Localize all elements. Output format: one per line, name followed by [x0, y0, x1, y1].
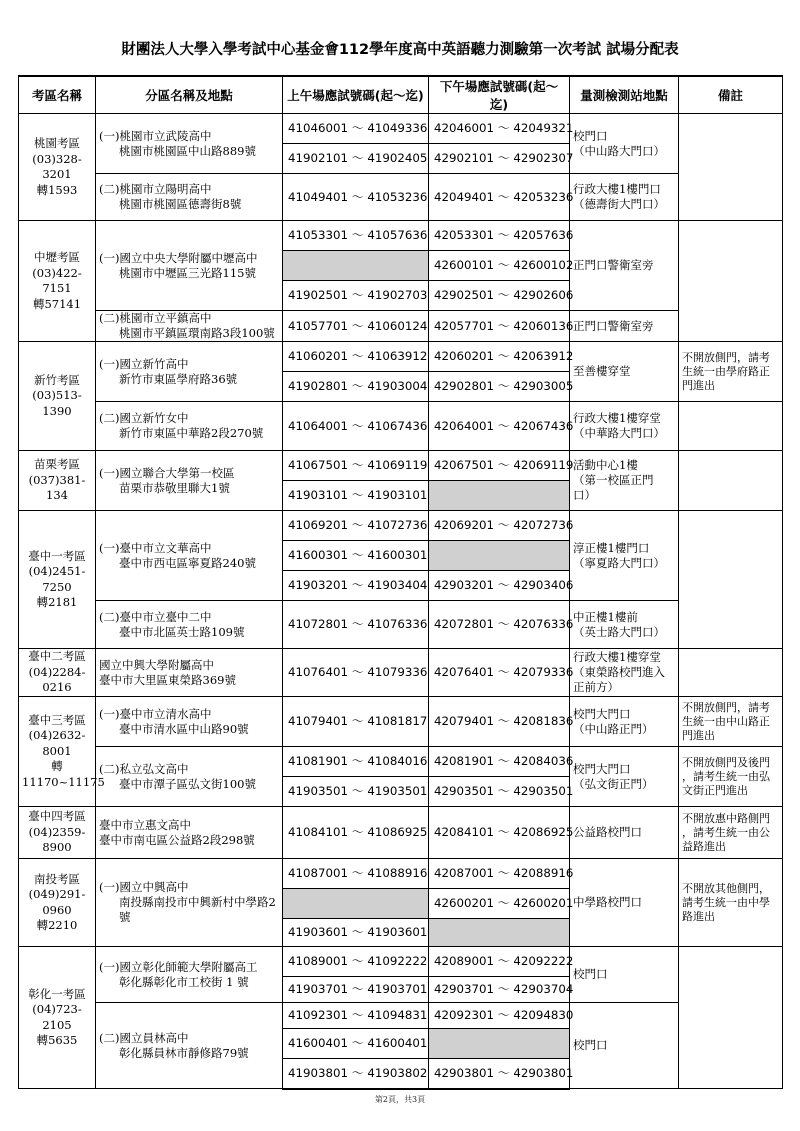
- site-cell: (一)臺中市立文華高中 臺中市西屯區寧夏路240號: [96, 511, 283, 601]
- gate-cell: 校門大門口 （弘文街正門）: [570, 747, 679, 807]
- gate-cell: 行政大樓1樓門口 （德壽街大門口）: [570, 174, 679, 221]
- district-cell: 臺中四考區 (04)2359-8900: [19, 807, 96, 859]
- header-notes: 備註: [679, 76, 783, 114]
- pm-range: 42600201 ～ 42600201: [429, 889, 570, 919]
- pm-range-empty: [429, 481, 570, 511]
- site-cell: (二)私立弘文高中 臺中市潭子區弘文街100號: [96, 747, 283, 807]
- gate-cell: 中學路校門口: [570, 859, 679, 947]
- note-cell: 不開放側門及後門 ，請考生統一由弘 文街正門進出: [679, 747, 783, 807]
- site-cell: (一)國立聯合大學第一校區 苗栗市恭敬里聯大1號: [96, 451, 283, 511]
- am-range-empty: [283, 251, 429, 281]
- table-row: [19, 511, 783, 541]
- am-range-empty: [283, 889, 429, 919]
- district-cell: 臺中三考區 (04)2632-8001 轉 11170~11175: [19, 697, 96, 807]
- gate-cell: 淳正樓1樓門口 （寧夏路大門口）: [570, 511, 679, 601]
- gate-cell: 校門口: [570, 1003, 679, 1089]
- pm-range: 42903201 ～ 42903406: [429, 571, 570, 601]
- pm-range: 42057701 ～ 42060136: [429, 311, 570, 342]
- table-row: [19, 342, 783, 372]
- am-range: 41049401 ～ 41053236: [283, 174, 429, 221]
- district-cell: 苗栗考區 (037)381-134: [19, 451, 96, 511]
- header-site: 分區名稱及地點: [96, 76, 283, 114]
- am-range: 41060201 ～ 41063912: [283, 342, 429, 372]
- header-am-range: 上午場應試號碼(起～迄): [283, 76, 429, 114]
- site-cell: (一)桃園市立武陵高中 桃園市桃園區中山路889號: [96, 114, 283, 174]
- page-title: 財團法人大學入學考試中心基金會112學年度高中英語聽力測驗第一次考試 試場分配表: [121, 42, 679, 58]
- district-cell: 桃園考區 (03)328-3201 轉1593: [19, 114, 96, 221]
- am-range: 41600401 ～ 41600401: [283, 1029, 429, 1059]
- am-range: 41902501 ～ 41902703: [283, 281, 429, 311]
- district-cell: 彰化一考區 (04)723-2105 轉5635: [19, 947, 96, 1089]
- site-cell: (一)國立中興高中 南投縣南投市中興新村中學路2號: [96, 859, 283, 947]
- am-range: 41076401 ～ 41079336: [283, 649, 429, 697]
- table-row: [19, 947, 783, 977]
- pm-range: 42084101 ～ 42086925: [429, 807, 570, 859]
- pm-range: 42092301 ～ 42094830: [429, 1003, 570, 1029]
- pm-range: 42600101 ～ 42600102: [429, 251, 570, 281]
- table-row: [19, 859, 783, 889]
- pm-range: 42046001 ～ 42049321: [429, 114, 570, 144]
- header-pm-range: 下午場應試號碼(起～迄): [429, 76, 570, 114]
- page-footer: 第2頁，共3頁: [374, 1095, 426, 1104]
- table-row: [19, 221, 783, 251]
- pm-range: 42903801 ～ 42903801: [429, 1059, 570, 1089]
- am-range: 41903701 ～ 41903701: [283, 977, 429, 1003]
- pm-range-empty: [429, 919, 570, 947]
- district-cell: 中壢考區 (03)422-7151 轉57141: [19, 221, 96, 342]
- pm-range: 42064001 ～ 42067436: [429, 402, 570, 451]
- pm-range: 42089001 ～ 42092222: [429, 947, 570, 977]
- am-range: 41902101 ～ 41902405: [283, 144, 429, 174]
- note-cell: [679, 451, 783, 511]
- gate-cell: 至善樓穿堂: [570, 342, 679, 402]
- gate-cell: 校門大門口 （中山路正門）: [570, 697, 679, 747]
- am-range: 41903101 ～ 41903101: [283, 481, 429, 511]
- gate-cell: 校門口: [570, 947, 679, 1003]
- pm-range: 42087001 ～ 42088916: [429, 859, 570, 889]
- site-cell: (一)國立新竹高中 新竹市東區學府路36號: [96, 342, 283, 402]
- pm-range: 42902101 ～ 42902307: [429, 144, 570, 174]
- note-cell: [679, 402, 783, 451]
- district-cell: 南投考區 (049)291-0960 轉2210: [19, 859, 96, 947]
- site-cell: 國立中興大學附屬高中 臺中市大里區東榮路369號: [96, 649, 283, 697]
- table-header-row: [19, 76, 783, 114]
- district-cell: 臺中一考區 (04)2451-7250 轉2181: [19, 511, 96, 649]
- am-range: 41903601 ～ 41903601: [283, 919, 429, 947]
- header-district: 考區名稱: [19, 76, 96, 114]
- pm-range: 42902801 ～ 42903005: [429, 372, 570, 402]
- pm-range: 42049401 ～ 42053236: [429, 174, 570, 221]
- note-cell: [679, 649, 783, 697]
- note-cell: [679, 221, 783, 342]
- site-cell: (二)國立新竹女中 新竹市東區中華路2段270號: [96, 402, 283, 451]
- table-row: [19, 747, 783, 777]
- gate-cell: 行政大樓1樓穿堂 （東榮路校門進入 正前方）: [570, 649, 679, 697]
- table-row: [19, 649, 783, 697]
- pm-range: 42079401 ～ 42081836: [429, 697, 570, 747]
- site-cell: (二)國立員林高中 彰化縣員林市靜修路79號: [96, 1003, 283, 1089]
- am-range: 41081901 ～ 41084016: [283, 747, 429, 777]
- am-range: 41903801 ～ 41903802: [283, 1059, 429, 1089]
- am-range: 41069201 ～ 41072736: [283, 511, 429, 541]
- table-row: [19, 174, 783, 221]
- table-row: [19, 402, 783, 451]
- pm-range: 42053301 ～ 42057636: [429, 221, 570, 251]
- pm-range-empty: [429, 541, 570, 571]
- am-range: 41087001 ～ 41088916: [283, 859, 429, 889]
- site-cell: (二)臺中市立臺中二中 臺中市北區英士路109號: [96, 601, 283, 649]
- note-cell: 不開放側門，請考 生統一由學府路正 門進出: [679, 342, 783, 402]
- note-cell: [679, 114, 783, 221]
- header-check-station: 量測檢測站地點: [570, 76, 679, 114]
- am-range: 41902801 ～ 41903004: [283, 372, 429, 402]
- pm-range-empty: [429, 1029, 570, 1059]
- gate-cell: 正門口警衛室旁: [570, 311, 679, 342]
- am-range: 41067501 ～ 41069119: [283, 451, 429, 481]
- site-cell: (一)國立中央大學附屬中壢高中 桃園市中壢區三光路115號: [96, 221, 283, 311]
- site-cell: (一)國立彰化師範大學附屬高工 彰化縣彰化市工校街 1 號: [96, 947, 283, 1003]
- note-cell: 不開放其他側門， 請考生統一由中學 路進出: [679, 859, 783, 947]
- note-cell: [679, 947, 783, 1089]
- gate-cell: 活動中心1樓 （第一校區正門 口）: [570, 451, 679, 511]
- am-range: 41079401 ～ 41081817: [283, 697, 429, 747]
- pm-range: 42902501 ～ 42902606: [429, 281, 570, 311]
- pm-range: 42903501 ～ 42903501: [429, 777, 570, 807]
- site-cell: 臺中市立惠文高中 臺中市南屯區公益路2段298號: [96, 807, 283, 859]
- exam-site-table: [18, 75, 783, 1090]
- gate-cell: 中正樓1樓前 （英士路大門口）: [570, 601, 679, 649]
- pm-range: 42060201 ～ 42063912: [429, 342, 570, 372]
- am-range: 41053301 ～ 41057636: [283, 221, 429, 251]
- pm-range: 42081901 ～ 42084036: [429, 747, 570, 777]
- table-row: [19, 601, 783, 649]
- am-range: 41057701 ～ 41060124: [283, 311, 429, 342]
- site-cell: (一)臺中市立清水高中 臺中市清水區中山路90號: [96, 697, 283, 747]
- table-row: [19, 807, 783, 859]
- note-cell: [679, 511, 783, 649]
- pm-range: 42076401 ～ 42079336: [429, 649, 570, 697]
- table-row: [19, 311, 783, 342]
- site-cell: (二)桃園市立陽明高中 桃園市桃園區德壽街8號: [96, 174, 283, 221]
- gate-cell: 公益路校門口: [570, 807, 679, 859]
- am-range: 41072801 ～ 41076336: [283, 601, 429, 649]
- district-cell: 新竹考區 (03)513-1390: [19, 342, 96, 451]
- am-range: 41046001 ～ 41049336: [283, 114, 429, 144]
- gate-cell: 正門口警衛室旁: [570, 221, 679, 311]
- table-row: [19, 1003, 783, 1029]
- pm-range: 42067501 ～ 42069119: [429, 451, 570, 481]
- gate-cell: 行政大樓1樓穿堂 （中華路大門口）: [570, 402, 679, 451]
- am-range: 41600301 ～ 41600301: [283, 541, 429, 571]
- site-cell: (二)桃園市立平鎮高中 桃園市平鎮區環南路3段100號: [96, 311, 283, 342]
- table-row: [19, 114, 783, 144]
- table-row: [19, 451, 783, 481]
- pm-range: 42903701 ～ 42903704: [429, 977, 570, 1003]
- district-cell: 臺中二考區 (04)2284-0216: [19, 649, 96, 697]
- note-cell: 不開放側門，請考 生統一由中山路正 門進出: [679, 697, 783, 747]
- am-range: 41092301 ～ 41094831: [283, 1003, 429, 1029]
- am-range: 41903501 ～ 41903501: [283, 777, 429, 807]
- am-range: 41089001 ～ 41092222: [283, 947, 429, 977]
- am-range: 41064001 ～ 41067436: [283, 402, 429, 451]
- table-row: [19, 697, 783, 747]
- gate-cell: 校門口 （中山路大門口）: [570, 114, 679, 174]
- am-range: 41903201 ～ 41903404: [283, 571, 429, 601]
- pm-range: 42072801 ～ 42076336: [429, 601, 570, 649]
- note-cell: 不開放惠中路側門 ，請考生統一由公 益路進出: [679, 807, 783, 859]
- am-range: 41084101 ～ 41086925: [283, 807, 429, 859]
- pm-range: 42069201 ～ 42072736: [429, 511, 570, 541]
